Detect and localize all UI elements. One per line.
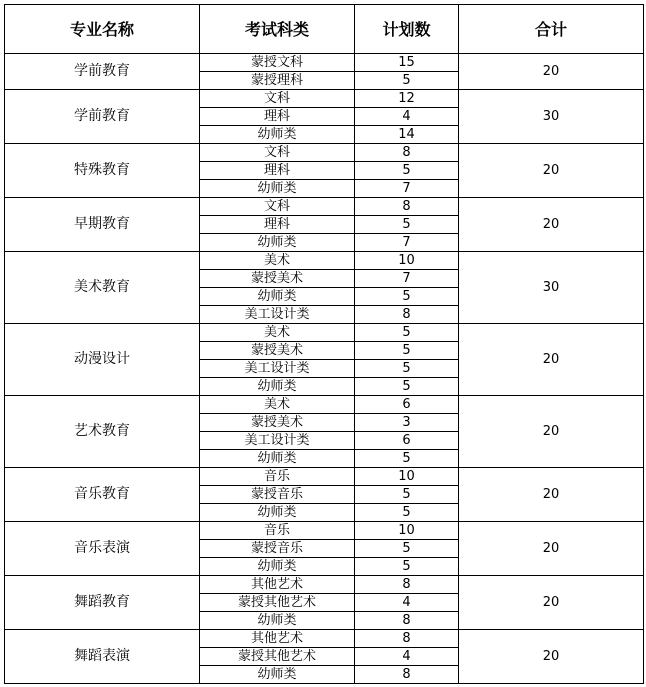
- plan-count-cell: 8: [355, 576, 459, 594]
- plan-count-cell: 5: [355, 540, 459, 558]
- plan-count-cell: 5: [355, 558, 459, 576]
- table-row: [5, 522, 644, 540]
- header-plan-count: 计划数: [355, 5, 459, 54]
- plan-count-cell: 10: [355, 468, 459, 486]
- plan-count-cell: 5: [355, 342, 459, 360]
- major-name-cell: 学前教育: [5, 54, 200, 90]
- exam-category-cell: 蒙授美术: [200, 342, 355, 360]
- exam-category-cell: 蒙授美术: [200, 414, 355, 432]
- major-name-cell: 早期教育: [5, 198, 200, 252]
- exam-category-cell: 幼师类: [200, 558, 355, 576]
- exam-category-cell: 美术: [200, 252, 355, 270]
- exam-category-cell: 音乐: [200, 468, 355, 486]
- exam-category-cell: 幼师类: [200, 450, 355, 468]
- plan-count-cell: 8: [355, 630, 459, 648]
- plan-count-cell: 5: [355, 162, 459, 180]
- plan-count-cell: 5: [355, 216, 459, 234]
- header-total: 合计: [459, 5, 644, 54]
- header-exam-category: 考试科类: [200, 5, 355, 54]
- plan-count-cell: 12: [355, 90, 459, 108]
- table-row: [5, 324, 644, 342]
- plan-count-cell: 10: [355, 522, 459, 540]
- exam-category-cell: 幼师类: [200, 612, 355, 630]
- exam-category-cell: 其他艺术: [200, 630, 355, 648]
- total-cell: 20: [459, 522, 644, 576]
- major-name-cell: 音乐教育: [5, 468, 200, 522]
- plan-count-cell: 8: [355, 144, 459, 162]
- plan-count-cell: 5: [355, 450, 459, 468]
- plan-count-cell: 4: [355, 648, 459, 666]
- exam-category-cell: 幼师类: [200, 180, 355, 198]
- total-cell: 20: [459, 630, 644, 684]
- table-row: [5, 198, 644, 216]
- plan-count-cell: 4: [355, 108, 459, 126]
- exam-category-cell: 音乐: [200, 522, 355, 540]
- plan-count-cell: 4: [355, 594, 459, 612]
- exam-category-cell: 理科: [200, 216, 355, 234]
- major-name-cell: 动漫设计: [5, 324, 200, 396]
- table-row: [5, 252, 644, 270]
- exam-category-cell: 美术: [200, 324, 355, 342]
- exam-category-cell: 理科: [200, 162, 355, 180]
- total-cell: 30: [459, 252, 644, 324]
- plan-count-cell: 6: [355, 396, 459, 414]
- plan-count-cell: 8: [355, 666, 459, 684]
- exam-category-cell: 蒙授音乐: [200, 540, 355, 558]
- plan-count-cell: 3: [355, 414, 459, 432]
- exam-category-cell: 幼师类: [200, 378, 355, 396]
- exam-category-cell: 文科: [200, 144, 355, 162]
- header-row: [5, 5, 644, 54]
- table-body: [5, 54, 644, 684]
- exam-category-cell: 蒙授美术: [200, 270, 355, 288]
- exam-category-cell: 幼师类: [200, 234, 355, 252]
- enrollment-plan-table: [4, 4, 644, 684]
- table-row: [5, 630, 644, 648]
- exam-category-cell: 美工设计类: [200, 360, 355, 378]
- plan-count-cell: 5: [355, 72, 459, 90]
- exam-category-cell: 幼师类: [200, 504, 355, 522]
- plan-count-cell: 8: [355, 198, 459, 216]
- exam-category-cell: 美工设计类: [200, 306, 355, 324]
- table-row: [5, 396, 644, 414]
- total-cell: 20: [459, 324, 644, 396]
- table-row: [5, 90, 644, 108]
- plan-count-cell: 8: [355, 612, 459, 630]
- plan-count-cell: 6: [355, 432, 459, 450]
- total-cell: 20: [459, 144, 644, 198]
- plan-count-cell: 5: [355, 288, 459, 306]
- plan-count-cell: 5: [355, 486, 459, 504]
- exam-category-cell: 美术: [200, 396, 355, 414]
- exam-category-cell: 幼师类: [200, 126, 355, 144]
- table-row: [5, 576, 644, 594]
- total-cell: 20: [459, 198, 644, 252]
- exam-category-cell: 其他艺术: [200, 576, 355, 594]
- exam-category-cell: 蒙授其他艺术: [200, 648, 355, 666]
- plan-count-cell: 14: [355, 126, 459, 144]
- total-cell: 20: [459, 396, 644, 468]
- plan-count-cell: 7: [355, 180, 459, 198]
- exam-category-cell: 文科: [200, 90, 355, 108]
- plan-count-cell: 5: [355, 324, 459, 342]
- major-name-cell: 舞蹈表演: [5, 630, 200, 684]
- exam-category-cell: 美工设计类: [200, 432, 355, 450]
- exam-category-cell: 蒙授文科: [200, 54, 355, 72]
- plan-count-cell: 5: [355, 504, 459, 522]
- table-row: [5, 468, 644, 486]
- plan-count-cell: 15: [355, 54, 459, 72]
- major-name-cell: 舞蹈教育: [5, 576, 200, 630]
- total-cell: 30: [459, 90, 644, 144]
- major-name-cell: 音乐表演: [5, 522, 200, 576]
- exam-category-cell: 蒙授其他艺术: [200, 594, 355, 612]
- exam-category-cell: 理科: [200, 108, 355, 126]
- plan-count-cell: 7: [355, 234, 459, 252]
- major-name-cell: 艺术教育: [5, 396, 200, 468]
- exam-category-cell: 蒙授理科: [200, 72, 355, 90]
- exam-category-cell: 文科: [200, 198, 355, 216]
- exam-category-cell: 幼师类: [200, 666, 355, 684]
- major-name-cell: 特殊教育: [5, 144, 200, 198]
- plan-count-cell: 8: [355, 306, 459, 324]
- exam-category-cell: 幼师类: [200, 288, 355, 306]
- table-row: [5, 144, 644, 162]
- total-cell: 20: [459, 576, 644, 630]
- plan-count-cell: 5: [355, 360, 459, 378]
- major-name-cell: 美术教育: [5, 252, 200, 324]
- plan-count-cell: 10: [355, 252, 459, 270]
- table-row: [5, 54, 644, 72]
- major-name-cell: 学前教育: [5, 90, 200, 144]
- header-major: 专业名称: [5, 5, 200, 54]
- exam-category-cell: 蒙授音乐: [200, 486, 355, 504]
- plan-count-cell: 5: [355, 378, 459, 396]
- plan-count-cell: 7: [355, 270, 459, 288]
- total-cell: 20: [459, 468, 644, 522]
- total-cell: 20: [459, 54, 644, 90]
